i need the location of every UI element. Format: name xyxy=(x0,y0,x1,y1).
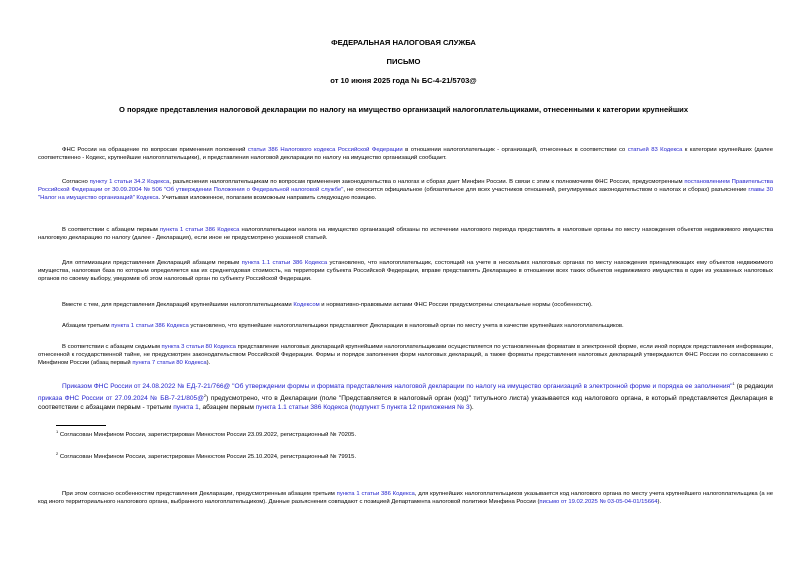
paragraph-2 xyxy=(38,178,773,203)
paragraph-9 xyxy=(38,490,773,506)
agency-title: ФЕДЕРАЛЬНАЯ НАЛОГОВАЯ СЛУЖБА xyxy=(331,38,476,47)
text: . Учитывая изложенное, полагаем возможным направить следующую позицию. xyxy=(158,195,377,202)
footnote-2 xyxy=(56,450,356,461)
text: ). xyxy=(206,360,211,367)
footnote-text: Согласован Минфином России, зарегистрирован Минюстом России 25.10.2024, регистрационный № 79915. xyxy=(58,453,357,460)
paragraph-3 xyxy=(38,226,773,242)
link-art-83[interactable]: статьей 83 Кодекса xyxy=(627,147,683,153)
link-art-80-p3[interactable]: пункта 3 статьи 80 Кодекса xyxy=(161,344,236,350)
paragraph-1 xyxy=(38,146,773,162)
paragraph-6 xyxy=(38,322,773,330)
link-art-386-p1-1-b[interactable]: пункта 1.1 статьи 386 Кодекса xyxy=(255,404,348,412)
text: ФНС России на обращение по вопросам применения положений xyxy=(62,147,248,153)
text: (в редакции xyxy=(734,383,773,391)
paragraph-8 xyxy=(38,379,773,412)
link-order-766[interactable]: Приказом ФНС России от 24.08.2022 № ЕД-7-21/766@ "Об утверждении формы и формата представления налоговой декларации по налогу на имущество организаций в электронной форме и порядка ее заполнения" xyxy=(62,383,733,391)
link-art-386-p1-c[interactable]: пункта 1 статьи 386 Кодекса xyxy=(336,491,415,497)
text: , для крупнейших налогоплательщиков указывается код налогового органа по месту учета крупнейшего налогоплательщика (а не код иного территориального налогового органа, выбранного налогоплательщиком). Данные разъяснения совпадают с позицией Департамента налоговой политики Минфина России ( xyxy=(38,491,773,506)
link-art-34-2[interactable]: пункту 1 статьи 34.2 Кодекса xyxy=(89,179,170,185)
text: ) предусмотрено, что в Декларации (поле "Представляется в налоговый орган (код)" титульного листа) указывается код налогового органа, в который представляется Декларация в соответствии с абзацами первым - третьим xyxy=(38,395,773,412)
text: Для оптимизации представления Деклараций абзацем первым xyxy=(62,260,242,266)
link-code[interactable]: Кодексом xyxy=(293,302,320,308)
text: , абзацем первым xyxy=(198,404,256,412)
footnote-ref-2[interactable]: 2 xyxy=(203,393,207,399)
link-art-386-p1-b[interactable]: пункта 1 статьи 386 Кодекса xyxy=(111,323,189,329)
text: В соответствии с абзацем седьмым xyxy=(62,344,162,350)
text: При этом согласно особенностям представления Декларации, предусмотренным абзацем третьим xyxy=(62,491,337,497)
text: к категории крупнейших (далее соответственно - Кодекс, крупнейшие налогоплательщики), и представления налоговой декларации по налогу на имущество организаций сообщает. xyxy=(38,147,773,162)
link-art-386-p1-1[interactable]: пункта 1.1 статьи 386 Кодекса xyxy=(241,260,328,266)
footnote-mark: 1 xyxy=(56,429,59,434)
link-decree-506[interactable]: постановлением Правительства Российской Федерации от 30.09.2004 № 506 "Об утверждении Положения о Федеральной налоговой службе" xyxy=(38,179,774,194)
text: установлено, что налогоплательщик, состоящий на учете в нескольких налоговых органах по месту нахождения принадлежащих ему объектов недвижимого имущества, налоговая база по которым определяется как их среднегодовая стоимость, на территории субъекта Российской Федерации, вправе представлять Декларацию в отношении всех таких объектов недвижимого имущества в один из указанных налоговых органов по своему выбору, уведомив об этом налоговый орган по субъекту Российской Федерации. xyxy=(38,260,773,283)
link-art-80-p7[interactable]: пункта 7 статьи 80 Кодекса xyxy=(132,360,207,367)
paragraph-4 xyxy=(38,259,773,284)
document-date-number: от 10 июня 2025 года № БС-4-21/5703@ xyxy=(330,76,477,85)
document-subject: О порядке представления налоговой декларации по налогу на имущество организаций налогоплательщиками, отнесенными к категории крупнейших xyxy=(118,105,689,114)
text: В соответствии с абзацем первым xyxy=(62,227,160,233)
text: ). xyxy=(469,404,474,412)
link-appendix-3[interactable]: подпункт 5 пункта 12 приложения № 3 xyxy=(352,404,470,412)
text: ). xyxy=(657,499,662,506)
paragraph-7 xyxy=(38,343,773,368)
footnote-mark: 2 xyxy=(56,451,59,456)
text: , разъяснения налогоплательщикам по вопросам применения законодательства о налогах и сборах дает Минфин России. В связи с этим к полномочиям ФНС России, предусмотренным xyxy=(169,179,685,185)
footnote-1 xyxy=(56,428,356,439)
text: и нормативно-правовыми актами ФНС России предусмотрены специальные нормы (особенности). xyxy=(319,302,593,308)
link-order-805[interactable]: приказа ФНС России от 27.09.2024 № БВ-7-21/805@ xyxy=(38,395,204,403)
text: ( xyxy=(348,404,353,412)
link-letter-minfin[interactable]: письмо от 19.02.2025 № 03-05-04-01/15664 xyxy=(539,499,658,506)
text: в отношении налогоплательщик - организаций, отнесенных в соответствии со xyxy=(402,147,628,153)
text: установлено, что крупнейшие налогоплательщики представляют Декларации в налоговый орган по месту учета в качестве крупнейших налогоплательщиков. xyxy=(188,323,624,329)
link-art-386[interactable]: статьи 386 Налогового кодекса Российской Федерации xyxy=(247,147,403,153)
text: налогоплательщики налога на имущество организаций обязаны по истечении налогового периода представлять в налоговые органы по месту нахождения объектов недвижимого имущества налоговую декларацию по налогу (далее - Декларация), если иное не предусмотрено указанной статьей. xyxy=(38,227,773,242)
link-chapter-30[interactable]: главы 30 "Налог на имущество организаций" Кодекса xyxy=(38,187,773,202)
paragraph-5 xyxy=(38,301,773,309)
footnote-divider xyxy=(56,425,106,426)
text: Согласно xyxy=(62,179,90,185)
footnote-text: Согласован Минфином России, зарегистрирован Минюстом России 23.09.2022, регистрационный № 70205. xyxy=(58,431,357,438)
text: Вместе с тем, для представления Деклараций крупнейшими налогоплательщиками xyxy=(62,302,294,308)
text: представление налоговых деклараций крупнейшими налогоплательщиками осуществляется по установленным форматам в электронной форме, если иной порядок представления информации, отнесенной к государственной тайне, не предусмотрен законодательством Российской Федерации. Формы и порядок заполнения форм налоговых деклараций, а также форматы представления налоговых деклараций утверждаются ФНС России по согласованию с Минфином России (абзац первый xyxy=(38,344,773,367)
document-type: ПИСЬМО xyxy=(386,57,421,66)
footnote-ref-1[interactable]: 1 xyxy=(732,381,735,386)
link-point-1[interactable]: пункта 1 xyxy=(173,404,199,412)
link-art-386-p1[interactable]: пункта 1 статьи 386 Кодекса xyxy=(159,227,240,233)
text: , не относится официальное (обязательное для всех участников отношений, регулируемых законодательством о налогах и сборах) разъяснение xyxy=(343,187,749,194)
text: Абзацем третьим xyxy=(62,323,112,329)
